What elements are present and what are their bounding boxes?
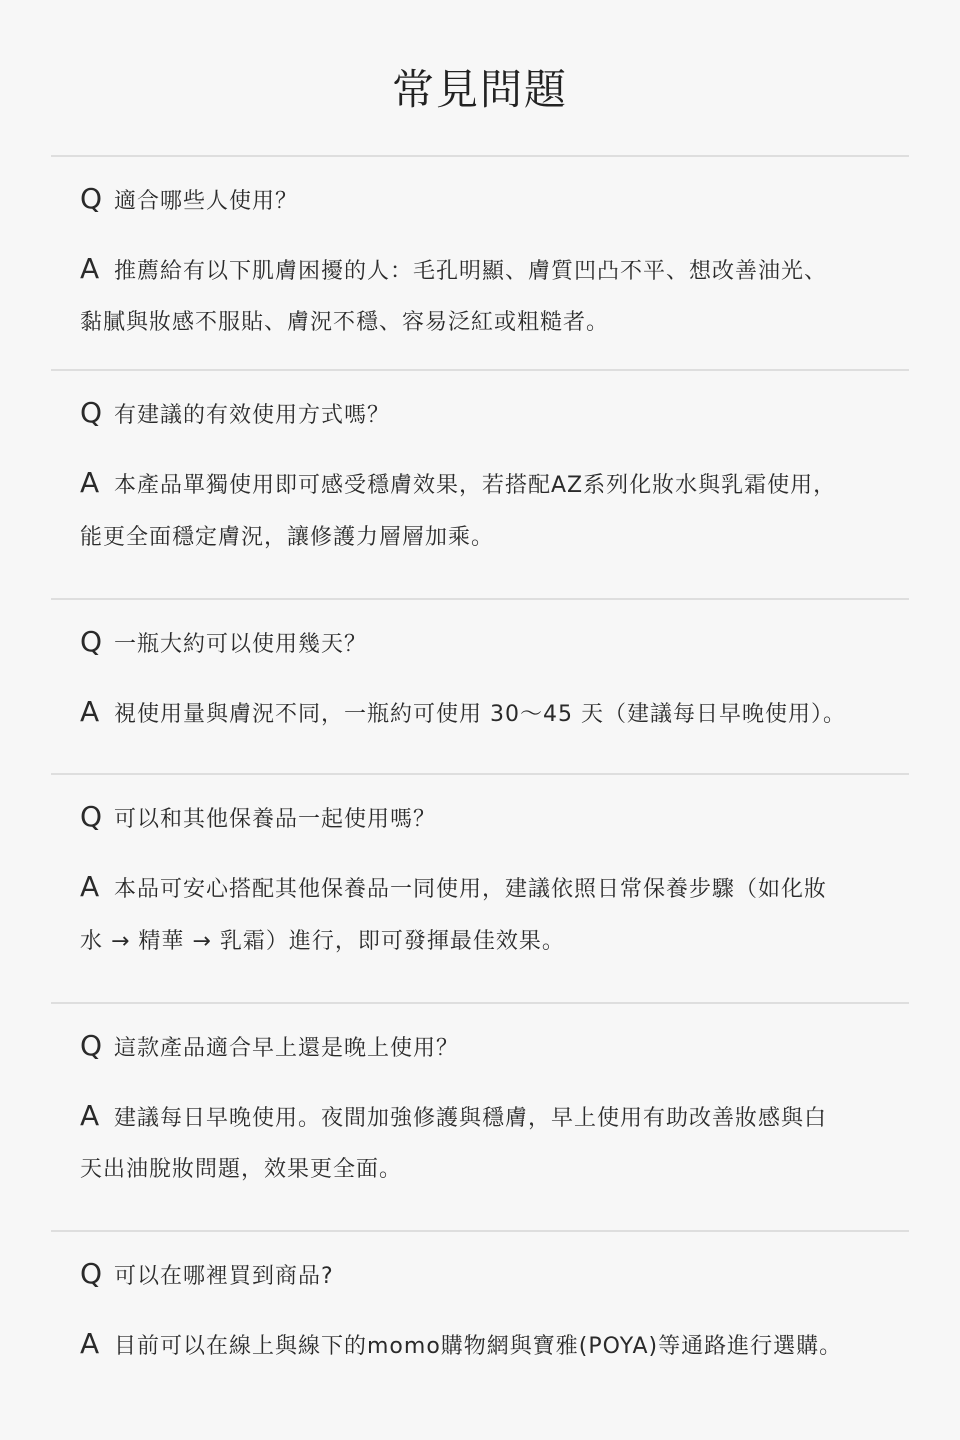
question-text: 一瓶大約可以使用幾天？ (114, 632, 368, 657)
faq-answer-3 (80, 685, 910, 742)
answer-text: 目前可以在線上與線下的momo購物網與寶雅(POYA)等通路進行選購。 (114, 1334, 843, 1359)
question-mark: Q (80, 182, 103, 215)
faq-question-6 (80, 1257, 910, 1294)
section-divider (51, 1230, 909, 1232)
faq-question-5 (80, 1029, 910, 1066)
faq-answer-2 (80, 456, 910, 513)
answer-mark: A (80, 695, 100, 728)
faq-question-3 (80, 625, 910, 662)
question-mark: Q (80, 1029, 103, 1062)
faq-question-1 (80, 182, 910, 219)
answer-text: 本產品單獨使用即可感受穩膚效果，若搭配AZ系列化妝水與乳霜使用， (114, 473, 837, 498)
question-text: 可以和其他保養品一起使用嗎？ (114, 807, 437, 832)
answer-mark: A (80, 1327, 100, 1360)
faq-question-2 (80, 396, 910, 433)
answer-mark: A (80, 466, 100, 499)
page-title: 常見問題 (391, 65, 568, 114)
answer-mark: A (80, 1099, 100, 1132)
question-text: 這款產品適合早上還是晚上使用？ (114, 1036, 460, 1061)
faq-question-4 (80, 800, 910, 837)
question-mark: Q (80, 625, 103, 658)
question-mark: Q (80, 396, 103, 429)
answer-continuation: 水 → 精華 → 乳霜）進行，即可發揮最佳效果。 (80, 929, 565, 954)
answer-mark: A (80, 870, 100, 903)
faq-answer-1 (80, 242, 910, 299)
faq-answer-4 (80, 860, 910, 917)
answer-text: 推薦給有以下肌膚困擾的人：毛孔明顯、膚質凹凸不平、想改善油光、 (114, 259, 828, 284)
section-divider (51, 155, 909, 157)
answer-text: 視使用量與膚況不同，一瓶約可使用 30～45 天（建議每日早晚使用）。 (114, 702, 846, 727)
section-divider (51, 773, 909, 775)
section-divider (51, 369, 909, 371)
faq-answer-5 (80, 1089, 910, 1146)
answer-text: 建議每日早晚使用。夜間加強修護與穩膚，早上使用有助改善妝感與白 (114, 1106, 828, 1131)
answer-continuation: 能更全面穩定膚況，讓修護力層層加乘。 (80, 525, 495, 550)
question-mark: Q (80, 1257, 103, 1290)
question-text: 有建議的有效使用方式嗎？ (114, 403, 391, 428)
section-divider (51, 1002, 909, 1004)
question-mark: Q (80, 800, 103, 833)
faq-answer-6 (80, 1317, 910, 1374)
question-text: 可以在哪裡買到商品? (114, 1264, 334, 1289)
question-text: 適合哪些人使用？ (114, 189, 299, 214)
answer-continuation: 黏膩與妝感不服貼、膚況不穩、容易泛紅或粗糙者。 (80, 310, 610, 335)
answer-mark: A (80, 252, 100, 285)
answer-text: 本品可安心搭配其他保養品一同使用，建議依照日常保養步驟（如化妝 (114, 877, 828, 902)
section-divider (51, 598, 909, 600)
answer-continuation: 天出油脫妝問題，效果更全面。 (80, 1157, 403, 1182)
